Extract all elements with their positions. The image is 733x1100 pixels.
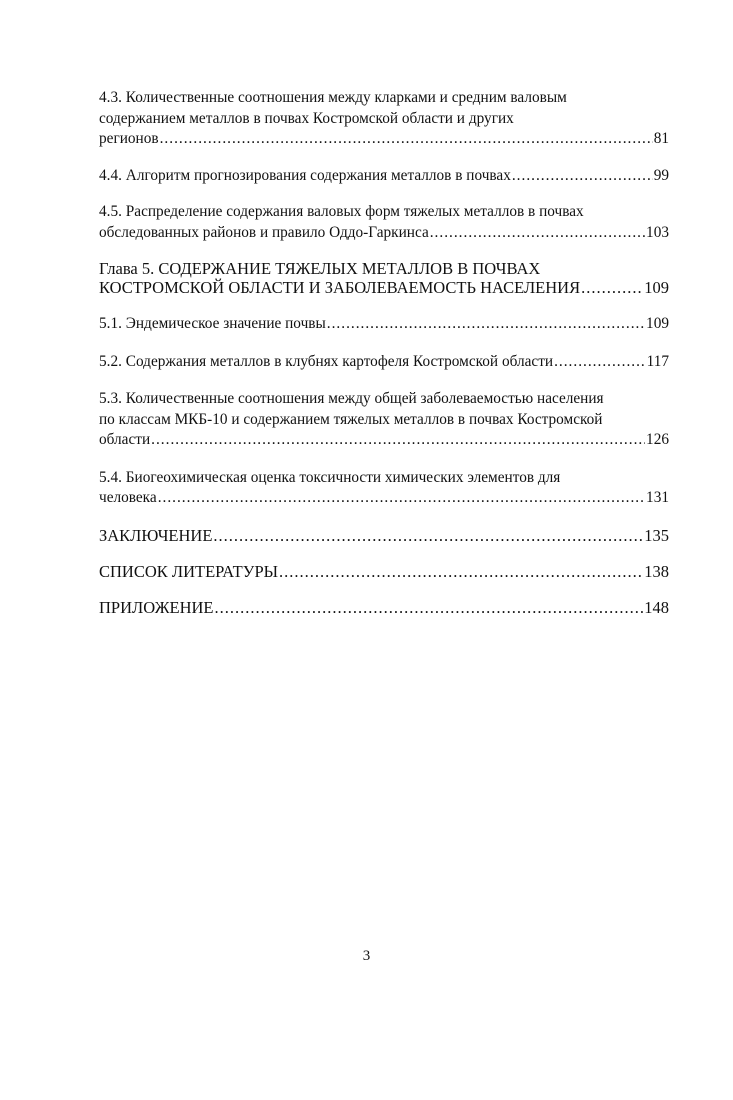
toc-entry-text: человека — [99, 489, 157, 506]
toc-entry-4-4 — [99, 166, 669, 187]
toc-entry-leader-line — [99, 314, 669, 335]
toc-entry-text: обследованных районов и правило Оддо-Гаркинса — [99, 223, 429, 241]
toc-entry-leader-line — [99, 526, 669, 545]
toc-entry-text: СПИСОК ЛИТЕРАТУРЫ — [99, 561, 279, 581]
toc-conclusion — [99, 526, 669, 545]
toc-entry-leader-line — [99, 598, 669, 617]
toc-entry-text: содержанием металлов в почвах Костромской области и других — [99, 109, 514, 127]
toc-entry-text: регионов — [99, 130, 159, 147]
toc-entry-text: ЗАКЛЮЧЕНИЕ — [99, 525, 213, 545]
toc-page-number: 103 — [646, 223, 669, 241]
toc-page-number: 109 — [644, 278, 669, 297]
toc-entry-text: 4.3. Количественные соотношения между кларками и средним валовым — [99, 89, 567, 106]
dot-leader — [512, 166, 653, 187]
toc-entry-5-1 — [99, 314, 669, 335]
toc-page-number: 148 — [644, 597, 669, 617]
toc-entry-text: 4.4. Алгоритм прогнозирования содержания металлов в почвах — [99, 166, 511, 184]
dot-leader — [213, 526, 643, 545]
toc-page-number: 126 — [646, 431, 669, 448]
dot-leader — [151, 430, 645, 451]
toc-page-number: 99 — [653, 166, 669, 184]
toc-page-number: 109 — [646, 315, 669, 332]
dot-leader — [214, 598, 643, 617]
toc-entry-leader-line — [99, 488, 669, 509]
toc-entry-4-3 — [99, 88, 669, 150]
toc-entry-text: по классам МКБ-10 и содержанием тяжелых металлов в почвах Костромской — [99, 410, 603, 428]
toc-references — [99, 562, 669, 581]
toc-entry-text: 4.5. Распределение содержания валовых форм тяжелых металлов в почвах — [99, 203, 584, 220]
dot-leader — [158, 488, 645, 509]
dot-leader — [327, 314, 645, 335]
toc-entry-text: 5.4. Биогеохимическая оценка токсичности химических элементов для — [99, 468, 561, 486]
toc-page-number: 131 — [646, 489, 669, 506]
dot-leader — [160, 129, 653, 150]
toc-entry-5-2 — [99, 352, 669, 373]
toc-entry-text: 5.1. Эндемическое значение почвы — [99, 315, 326, 332]
toc-entry-leader-line — [99, 129, 669, 150]
toc-entry-leader-line — [99, 562, 669, 581]
toc-entry-4-5 — [99, 202, 669, 243]
toc-entry-text: 5.3. Количественные соотношения между общей заболеваемостью населения — [99, 390, 604, 407]
toc-entry-text: 5.2. Содержания металлов в клубнях картофеля Костромской области — [99, 352, 554, 370]
toc-entry-leader-line — [99, 430, 669, 451]
toc-entry-text: области — [99, 431, 151, 448]
toc-page-number: 117 — [646, 352, 669, 370]
toc-page-number: 135 — [644, 525, 669, 545]
table-of-contents — [99, 88, 669, 634]
dot-leader — [581, 278, 643, 297]
toc-entry-text: КОСТРОМСКОЙ ОБЛАСТИ И ЗАБОЛЕВАЕМОСТЬ НАСЕЛЕНИЯ — [99, 278, 581, 297]
dot-leader — [430, 223, 645, 244]
toc-appendix — [99, 598, 669, 617]
toc-entry-5-4 — [99, 468, 669, 509]
toc-entry-leader-line — [99, 352, 669, 373]
toc-entry-leader-line — [99, 166, 669, 187]
dot-leader — [554, 352, 646, 373]
toc-chapter-5 — [99, 259, 669, 297]
toc-page-number: 138 — [644, 561, 669, 581]
toc-entry-leader-line — [99, 278, 669, 297]
dot-leader — [279, 562, 643, 581]
toc-page-number: 81 — [653, 130, 669, 147]
page-number: 3 — [362, 948, 371, 964]
toc-entry-text: Глава 5. СОДЕРЖАНИЕ ТЯЖЕЛЫХ МЕТАЛЛОВ В ПОЧВАХ — [99, 259, 541, 278]
toc-entry-5-3 — [99, 389, 669, 451]
toc-entry-leader-line — [99, 223, 669, 244]
toc-entry-text: ПРИЛОЖЕНИЕ — [99, 597, 214, 617]
